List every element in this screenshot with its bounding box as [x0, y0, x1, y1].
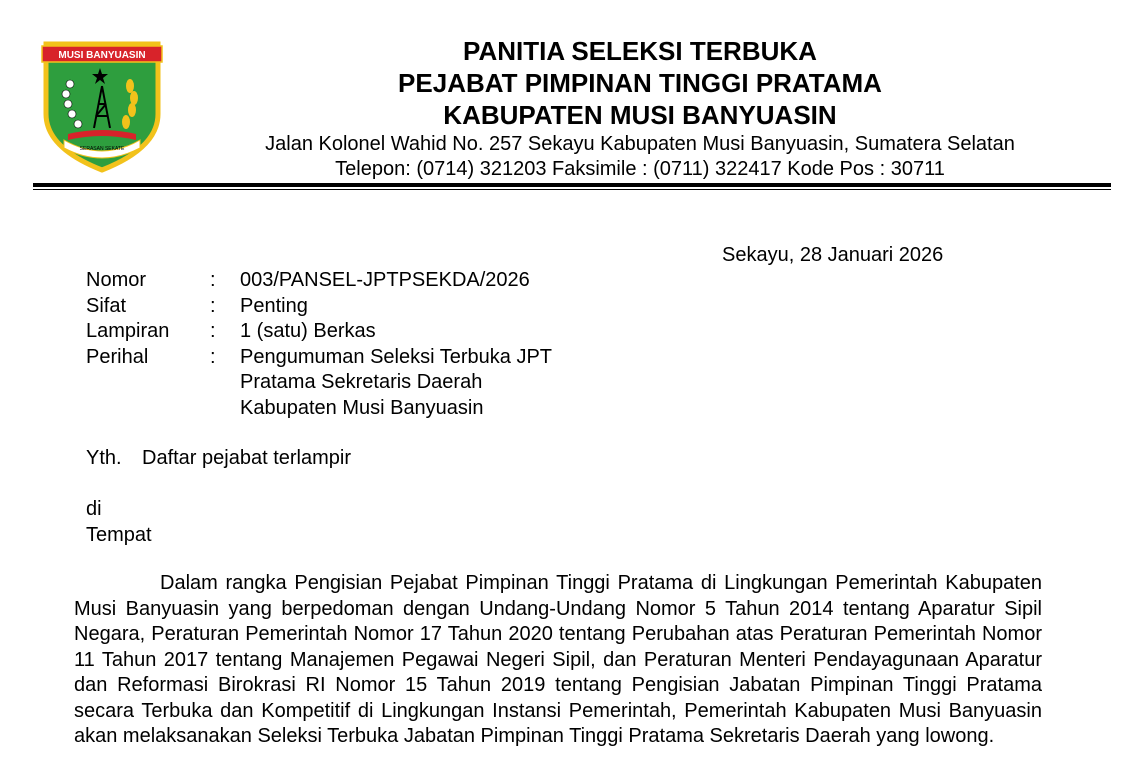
meta-colon: : [210, 345, 216, 368]
meta-colon: : [210, 269, 216, 291]
recipient-line [86, 446, 351, 472]
meta-row-perihal [86, 345, 660, 422]
letterhead-title-1: PANITIA SELEKSI TERBUKA [463, 36, 817, 66]
meta-value: 003/PANSEL-JPTPSEKDA/2026 [240, 269, 530, 291]
recipient-name: Daftar pejabat terlampir [142, 447, 351, 469]
letterhead-title-3: KABUPATEN MUSI BANYUASIN [443, 100, 837, 130]
recipient-prefix: Yth. [86, 447, 122, 469]
meta-label: Lampiran [86, 320, 170, 342]
subject-line-1: Pengumuman Seleksi Terbuka JPT [240, 345, 553, 368]
meta-value: 1 (satu) Berkas [240, 320, 376, 342]
emblem-banner-text: MUSI BANYUASIN [58, 50, 146, 61]
letterhead-title-2: PEJABAT PIMPINAN TINGGI PRATAMA [398, 68, 882, 98]
regency-emblem [38, 36, 166, 174]
body-paragraph: Dalam rangka Pengisian Pejabat Pimpinan Tinggi Pratama di Lingkungan Pemerintah Kabupaten Musi Banyuasin yang berpedoman dengan Undang-Undang Nomor 5 Tahun 2014 tentang Aparatur Sipil Negara, Peraturan Pemerintah Nomor 17 Tahun 2020 tentang Perubahan atas Peraturan Pemerintah Nomor 11 Tahun 2017 tentang Manajemen Pegawai Negeri Sipil, dan Peraturan Menteri Pendayagunaan Aparatur dan Reformasi Birokrasi RI Nomor 15 Tahun 2019 tentang Pengisian Jabatan Pimpinan Tinggi Pratama secara Terbuka dan Kompetitif di Lingkungan Instansi Pemerintah, Pemerintah Kabupaten Musi Banyuasin akan melaksanakan Seleksi Terbuka Jabatan Pimpinan Tinggi Pratama Sekretaris Daerah yang lowong. [74, 572, 1042, 747]
meta-label: Sifat [86, 294, 127, 317]
subject-line-3: Kabupaten Musi Banyuasin [240, 396, 484, 419]
place-date: Sekayu, 28 Januari 2026 [722, 244, 944, 266]
meta-value: Penting [240, 294, 308, 317]
meta-colon: : [210, 320, 216, 342]
letterhead-contact: Telepon: (0714) 321203 Faksimile : (0711) 322417 Kode Pos : 30711 [335, 158, 945, 180]
letterhead-rule-thick [33, 183, 1111, 187]
place-line-1: di [86, 498, 102, 520]
emblem-motto: SERASAN SEKATE [79, 146, 125, 152]
meta-row-sifat [86, 294, 660, 320]
meta-row-lampiran [86, 319, 660, 345]
place-line-2: Tempat [86, 523, 152, 546]
meta-label: Perihal [86, 345, 149, 368]
meta-label: Nomor [86, 269, 147, 291]
letterhead-address: Jalan Kolonel Wahid No. 257 Sekayu Kabupaten Musi Banyuasin, Sumatera Selatan [265, 133, 1015, 155]
meta-colon: : [210, 294, 216, 317]
subject-line-2: Pratama Sekretaris Daerah [240, 371, 483, 393]
recipient-place [86, 497, 152, 548]
meta-row-nomor [86, 268, 660, 294]
letterhead-rule-thin [33, 189, 1111, 190]
letter-meta [86, 268, 660, 421]
meta-value-subject [240, 345, 660, 422]
